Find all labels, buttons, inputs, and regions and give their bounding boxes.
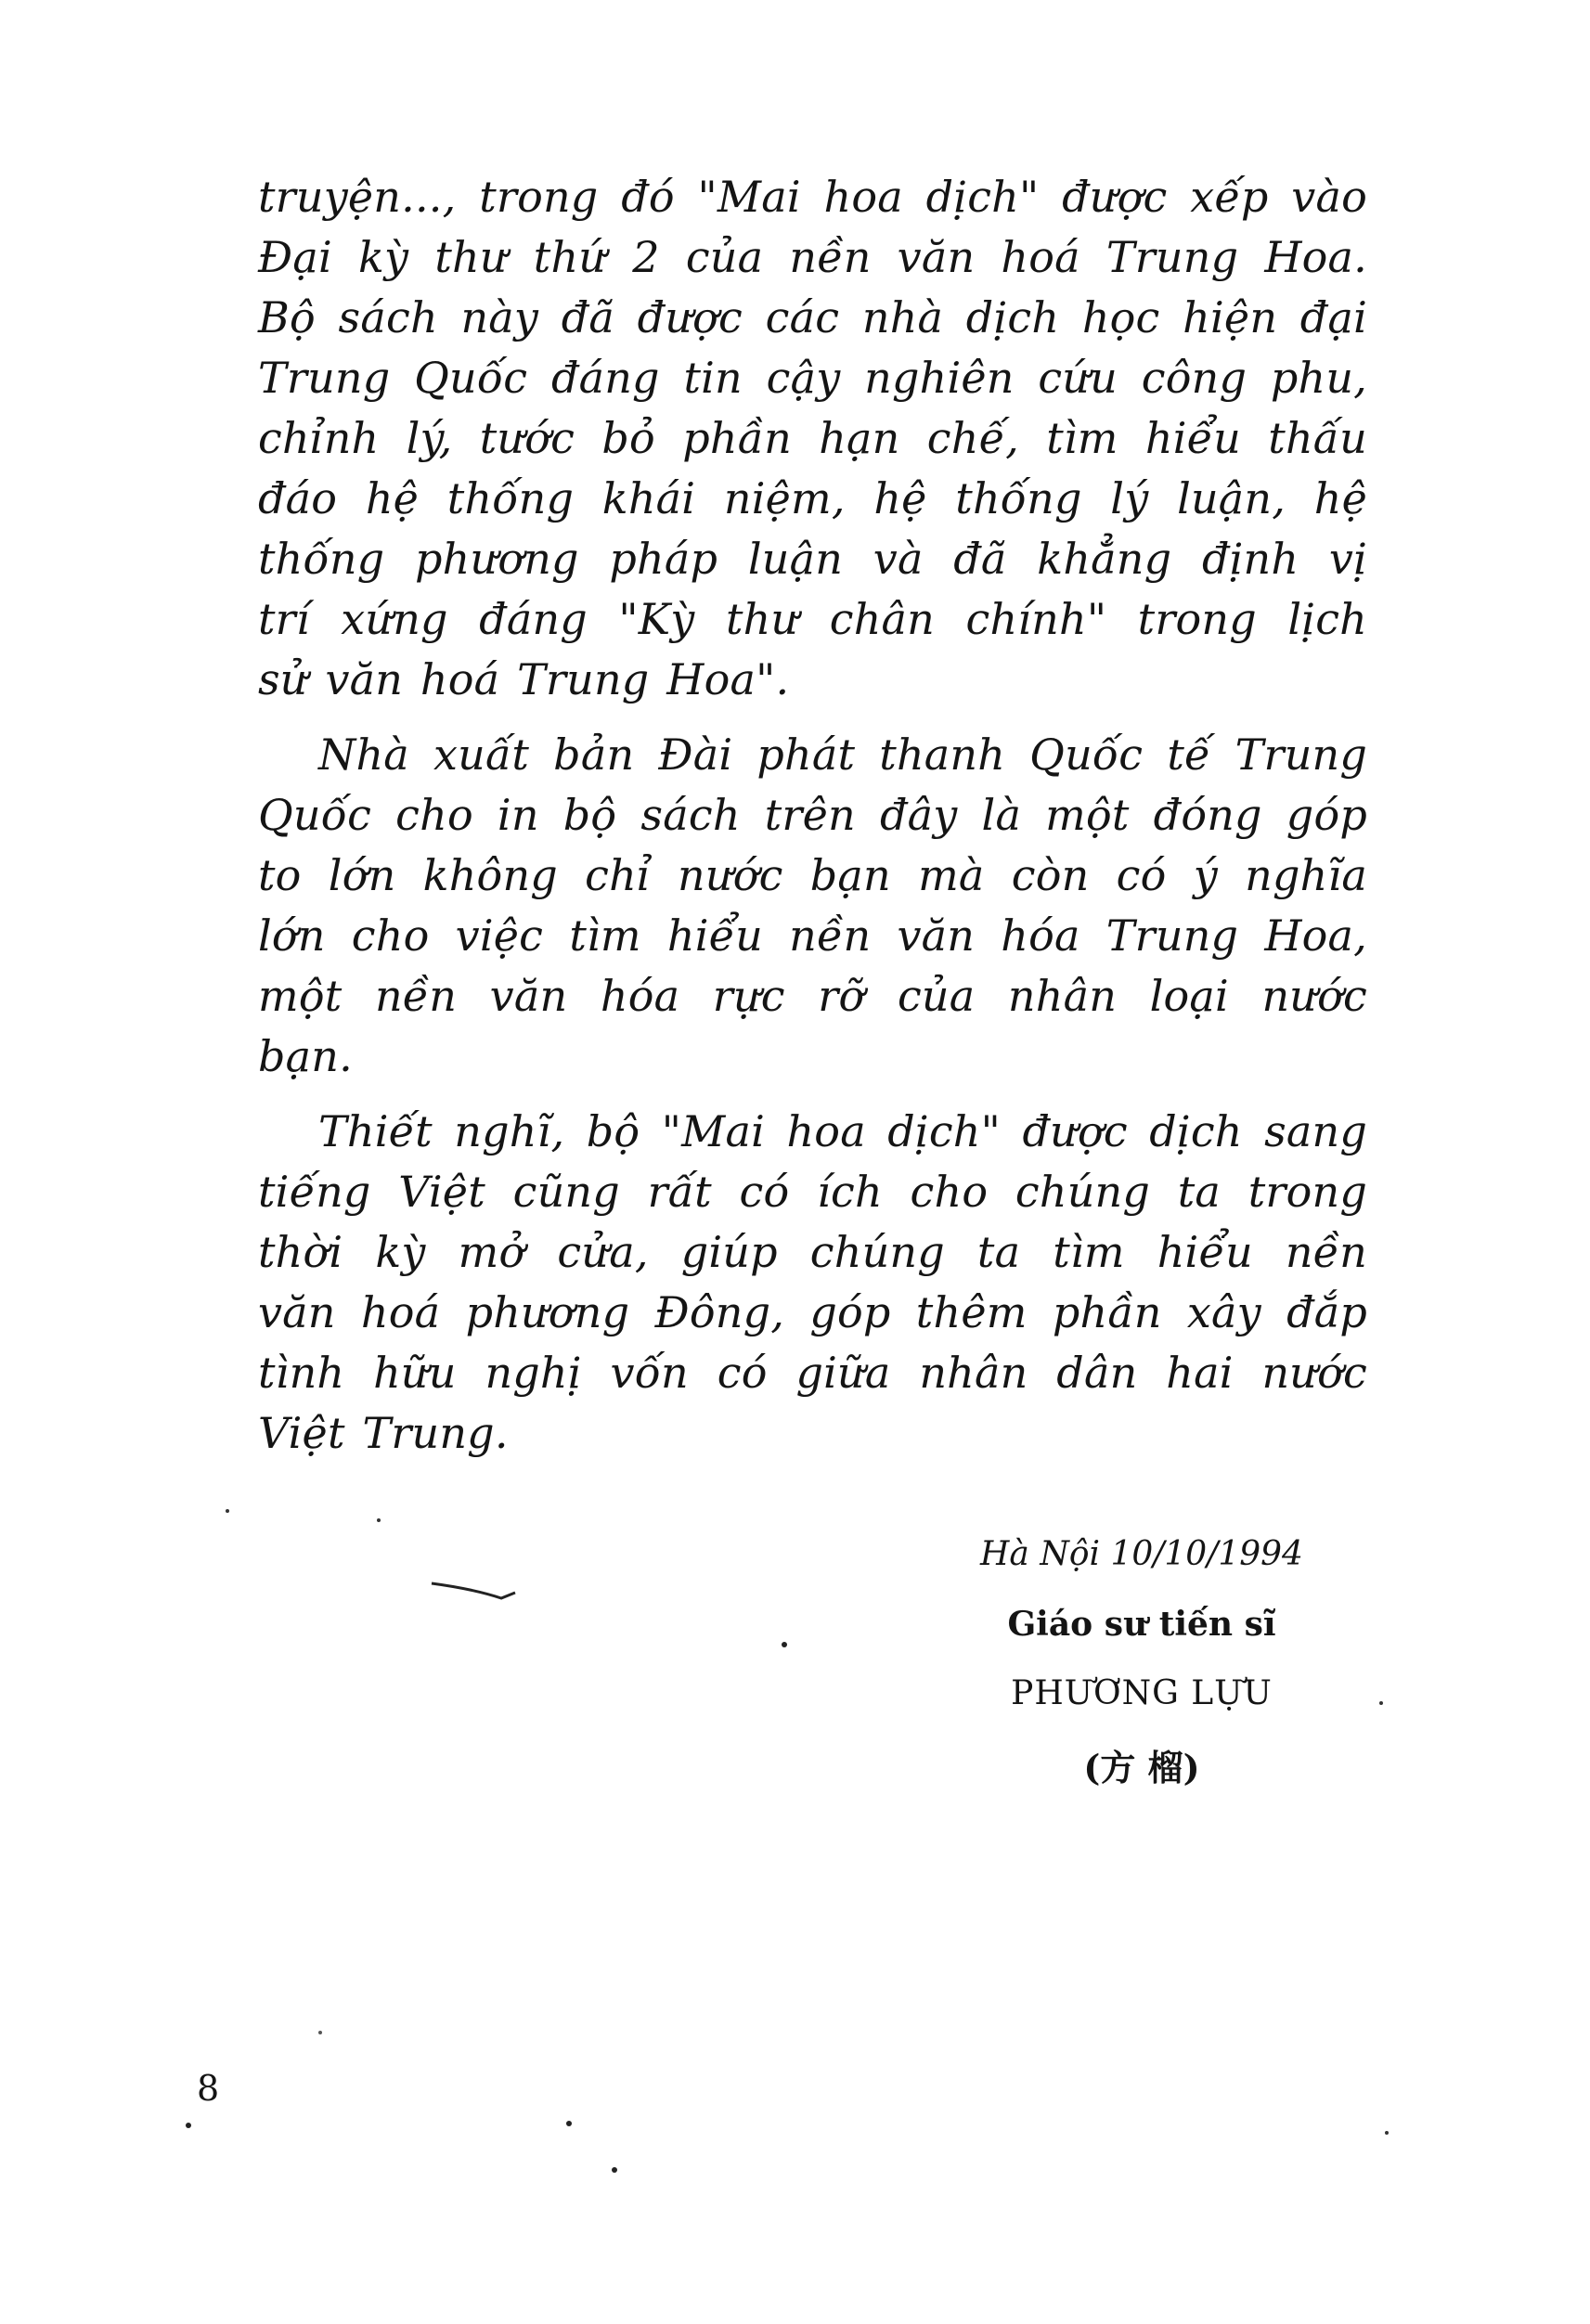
signature-title: Giáo sư tiến sĩ [1007, 1605, 1276, 1644]
paragraph-1 [258, 167, 1367, 710]
text-line: Quốc cho in bộ sách trên đây là một đóng góp [258, 790, 1367, 840]
text-line: Trung Quốc đáng tin cậy nghiên cứu công phu, [258, 353, 1367, 403]
text-line: Việt Trung. [258, 1408, 509, 1458]
text-line: thống phương pháp luận và đã khẳng định vị [258, 534, 1367, 584]
text-line: sử văn hoá Trung Hoa". [258, 654, 790, 704]
text-line: một nền văn hóa rực rỡ của nhân loại nước [258, 971, 1367, 1021]
text-line: đáo hệ thống khái niệm, hệ thống lý luận, hệ [258, 473, 1367, 523]
page-number: 8 [197, 2068, 220, 2109]
text-line: Bộ sách này đã được các nhà dịch học hiện đại [258, 292, 1367, 342]
text-line: Thiết nghĩ, bộ "Mai hoa dịch" được dịch sang [318, 1106, 1367, 1156]
text-line: tình hữu nghị vốn có giữa nhân dân hai nước [258, 1348, 1367, 1398]
signature-block [928, 1522, 1355, 1810]
paragraph-3 [258, 1102, 1367, 1464]
text-line: văn hoá phương Đông, góp thêm phần xây đắp [258, 1287, 1367, 1337]
signature-name: PHƯƠNG LỰU [1011, 1674, 1273, 1712]
text-line: lớn cho việc tìm hiểu nền văn hóa Trung Hoa, [258, 910, 1367, 961]
text-line: chỉnh lý, tước bỏ phần hạn chế, tìm hiểu thấu [258, 413, 1367, 463]
body-text [258, 167, 1367, 1464]
text-line: Đại kỳ thư thứ 2 của nền văn hoá Trung Hoa. [258, 232, 1367, 282]
text-line: tiếng Việt cũng rất có ích cho chúng ta trong [258, 1167, 1367, 1217]
text-line: to lớn không chỉ nước bạn mà còn có ý nghĩa [258, 850, 1367, 900]
text-line: trí xứng đáng "Kỳ thư chân chính" trong lịch [258, 594, 1367, 644]
text-line: Nhà xuất bản Đài phát thanh Quốc tế Trung [318, 729, 1367, 780]
text-line: bạn. [258, 1031, 353, 1081]
text-line: truyện..., trong đó "Mai hoa dịch" được xếp vào [258, 172, 1367, 222]
paragraph-2 [258, 725, 1367, 1087]
text-line: thời kỳ mở cửa, giúp chúng ta tìm hiểu nền [258, 1227, 1367, 1277]
signature-date: Hà Nội 10/10/1994 [980, 1535, 1303, 1573]
signature-seal: (方 榴) [1083, 1747, 1200, 1788]
